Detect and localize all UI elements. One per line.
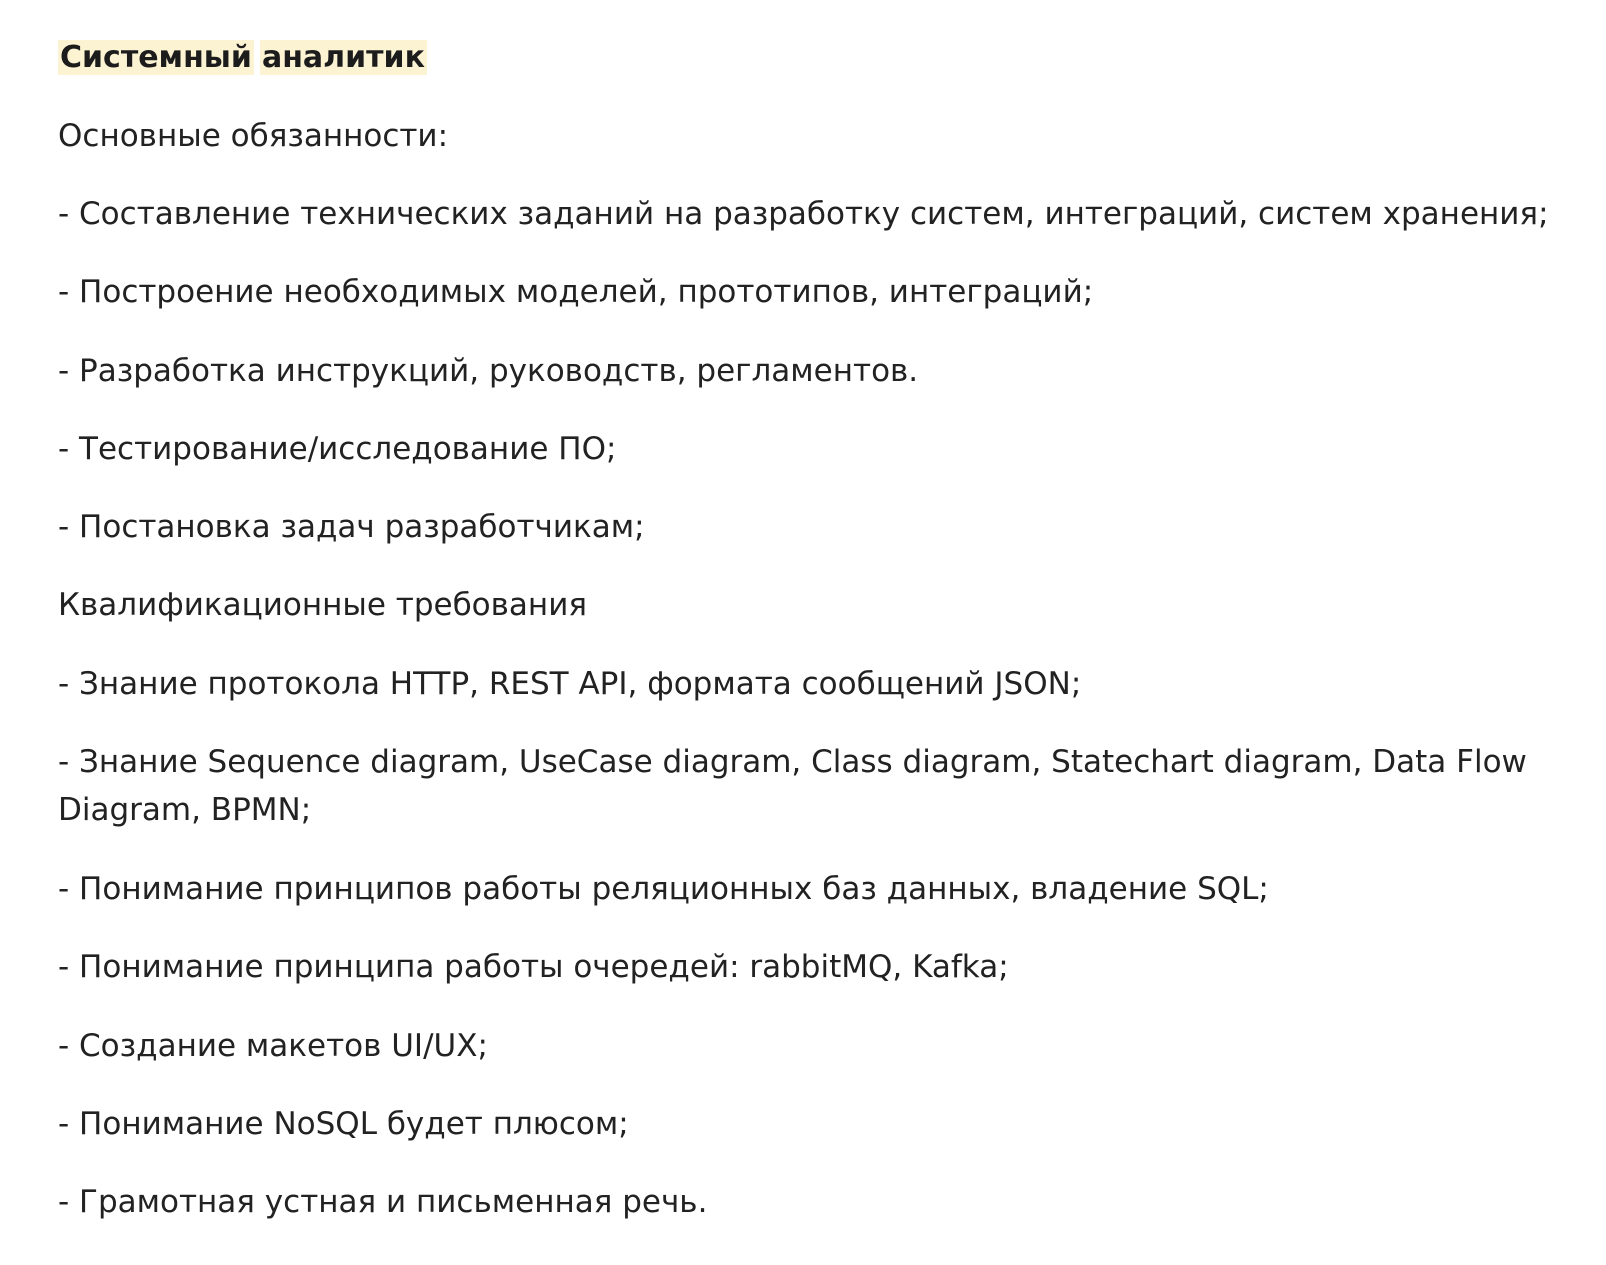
requirement-item: - Знание протокола HTTP, REST API, формата сообщений JSON; xyxy=(58,666,1082,702)
duty-item: - Построение необходимых моделей, прототипов, интеграций; xyxy=(58,274,1094,310)
vacancy-title-word-2: аналитик xyxy=(261,40,425,75)
requirement-item: - Понимание принципа работы очередей: rabbitMQ, Kafka; xyxy=(58,949,1009,985)
vacancy-title-word-1: Системный xyxy=(60,40,252,75)
requirements-heading: Квалификационные требования xyxy=(58,587,587,623)
requirement-item: - Понимание NoSQL будет плюсом; xyxy=(58,1106,629,1142)
requirement-item: - Создание макетов UI/UX; xyxy=(58,1028,488,1064)
duty-item: - Тестирование/исследование ПО; xyxy=(58,431,617,467)
requirement-item: - Понимание принципов работы реляционных баз данных, владение SQL; xyxy=(58,871,1269,907)
requirement-item: - Грамотная устная и письменная речь. xyxy=(58,1184,708,1220)
requirement-item: - Знание Sequence diagram, UseCase diagram, Class diagram, Statechart diagram, Data Flow Diagram, BPMN; xyxy=(58,744,1527,828)
duty-item: - Постановка задач разработчикам; xyxy=(58,509,645,545)
vacancy-title xyxy=(58,38,427,78)
duties-heading: Основные обязанности: xyxy=(58,118,449,154)
duty-item: - Разработка инструкций, руководств, регламентов. xyxy=(58,353,919,389)
duty-item: - Составление технических заданий на разработку систем, интеграций, систем хранения; xyxy=(58,196,1549,232)
